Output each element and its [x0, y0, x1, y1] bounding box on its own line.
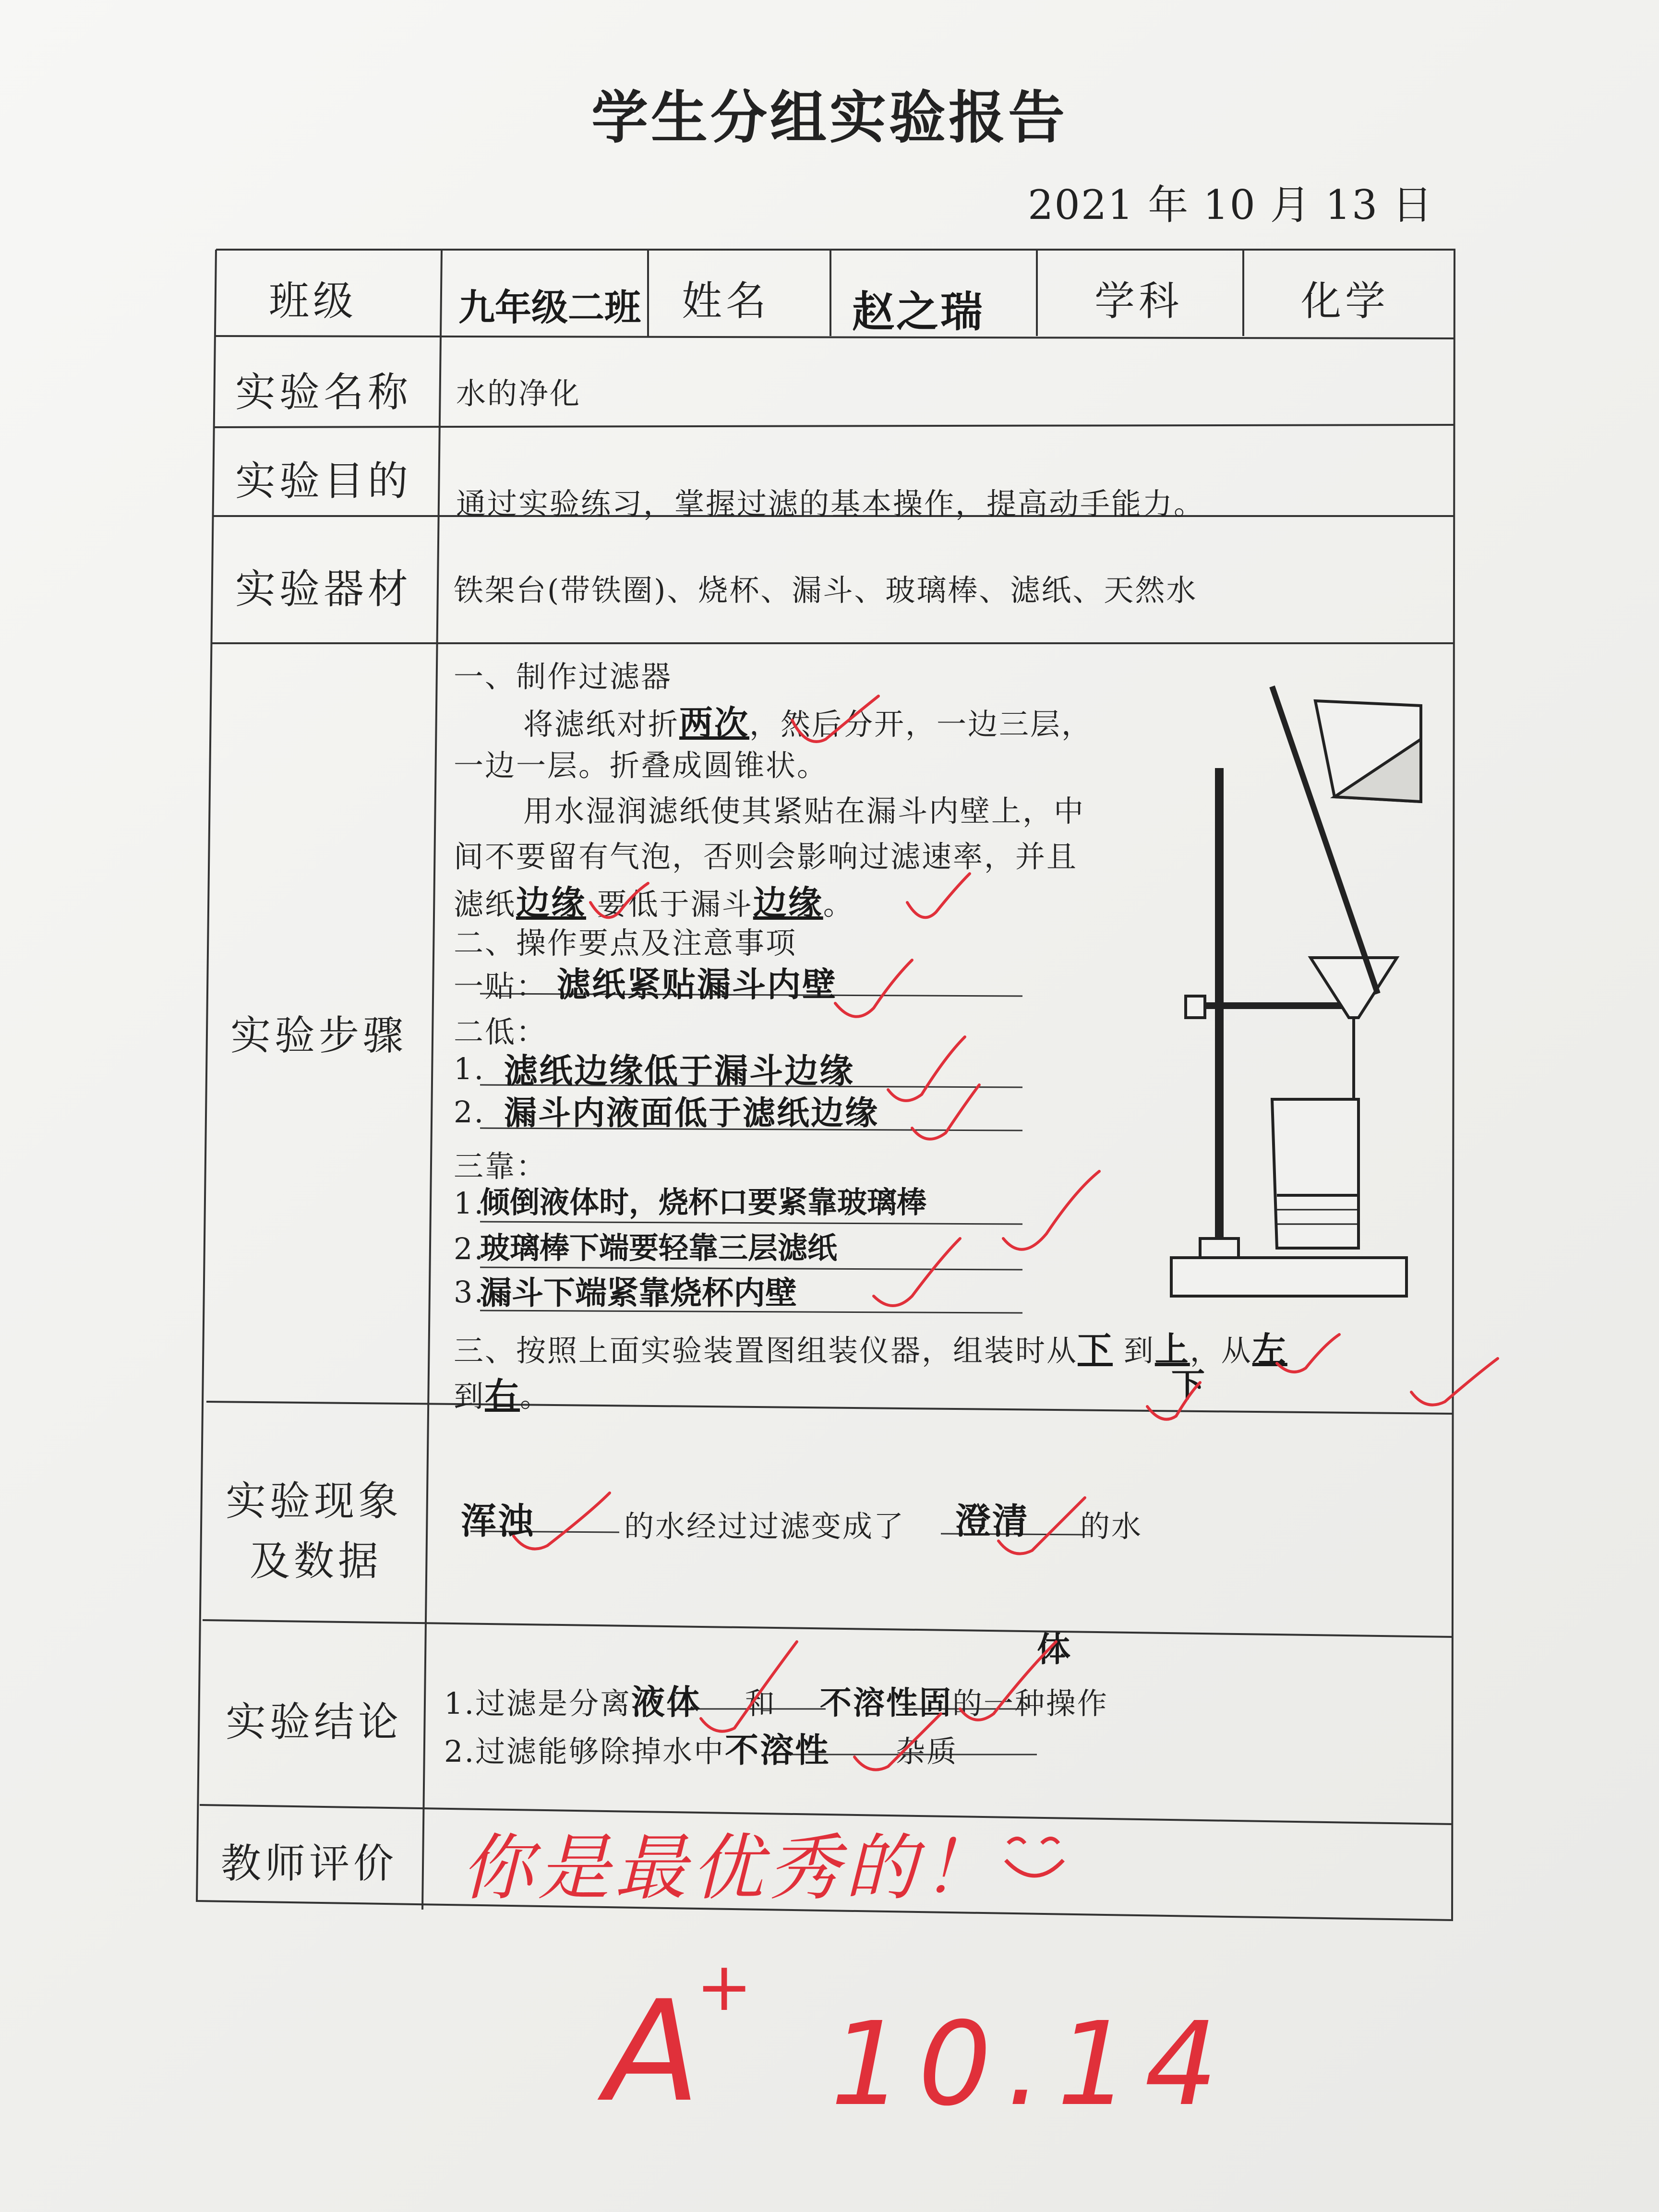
steps-s1-line1-a: 将滤纸对折: [523, 707, 680, 742]
teacher-evaluation-label: 教师评价: [221, 1840, 398, 1887]
conclusion-line1-c: 的一种操作: [952, 1686, 1108, 1721]
steps-s1-line1-b: ，然后分开，一边三层，: [749, 707, 1093, 742]
report-title: 学生分组实验报告: [591, 84, 1068, 151]
steps-sankao-2-num: 2.: [454, 1231, 485, 1266]
phenomenon-blank-clear: 澄清: [955, 1501, 1029, 1542]
phenomenon-text2: 的水: [1080, 1509, 1143, 1544]
steps-blank-fold-times: 两次: [679, 703, 750, 743]
steps-blank-paper-edge: 边缘: [516, 883, 587, 923]
steps-erdi-2-num: 2.: [454, 1094, 485, 1130]
conclusion-blank-insoluble-solid: 不溶性固: [819, 1684, 952, 1721]
steps-s1-line5-a: 滤纸: [454, 887, 517, 922]
steps-to-1: 到: [1123, 1333, 1155, 1368]
phenomenon-blank-turbid: 浑浊: [461, 1501, 535, 1542]
conclusion-correction: 体: [1037, 1630, 1072, 1669]
steps-s1-line4: 间不要留有气泡，否则会影响过滤速率，并且: [454, 839, 1078, 874]
steps-s1-line5-c: 。: [823, 887, 854, 922]
steps-section3-end: 。: [520, 1379, 552, 1414]
experiment-equipment-value: 铁架台(带铁圈)、烧杯、漏斗、玻璃棒、滤纸、天然水: [454, 573, 1198, 608]
steps-blank-funnel-edge: 边缘: [753, 883, 823, 923]
steps-blank-to-1: 上: [1154, 1330, 1190, 1369]
grade-letter: A: [605, 1971, 700, 2133]
steps-to-2: 到: [454, 1379, 485, 1414]
steps-s1-line3: 用水湿润滤纸使其紧贴在漏斗内壁上，中: [523, 793, 1085, 829]
experiment-steps-label: 实验步骤: [230, 1012, 408, 1059]
class-value: 九年级二班: [458, 286, 641, 329]
steps-sankao-label: 三靠：: [454, 1149, 548, 1184]
name-value: 赵之瑞: [852, 287, 985, 337]
conclusion-line1-a: 1.过滤是分离: [444, 1686, 632, 1721]
steps-sankao-1-num: 1.: [454, 1186, 485, 1221]
report-date: 2021 年 10 月 13 日: [1027, 181, 1433, 228]
name-label: 姓名: [682, 277, 770, 325]
steps-s1-line5-b: 要低于漏斗: [597, 887, 753, 922]
steps-sankao-1: 倾倒液体时，烧杯口要紧靠玻璃棒: [480, 1185, 927, 1220]
phenomenon-label-line2: 及数据: [250, 1538, 383, 1585]
grade-plus: +: [696, 1948, 753, 2026]
teacher-comment: 你是最优秀的！: [461, 1827, 999, 1910]
subject-value: 化学: [1301, 277, 1390, 325]
conclusion-blank-insoluble: 不溶性: [725, 1731, 830, 1770]
subject-label: 学科: [1094, 277, 1183, 325]
experiment-name-label: 实验名称: [235, 369, 412, 416]
phenomenon-text1: 的水经过过滤变成了: [624, 1509, 905, 1544]
steps-yitie-value: 滤纸紧贴漏斗内壁: [557, 965, 837, 1004]
conclusion-line2-b: 杂质: [895, 1734, 958, 1769]
conclusion-line2-a: 2.过滤能够除掉水中: [444, 1734, 725, 1769]
steps-s1-line2: 一边一层。折叠成圆锥状。: [454, 748, 829, 783]
conclusion-line1-b: 和: [745, 1686, 777, 1721]
steps-from-2: ，从: [1190, 1333, 1252, 1368]
steps-erdi-label: 二低：: [454, 1014, 548, 1049]
phenomenon-label-line1: 实验现象: [226, 1478, 403, 1525]
steps-yitie-label: 一贴：: [454, 969, 548, 1004]
experiment-purpose-value: 通过实验练习，掌握过滤的基本操作，提高动手能力。: [456, 486, 1205, 521]
steps-erdi-2: 漏斗内液面低于滤纸边缘: [504, 1094, 879, 1132]
experiment-name-value: 水的净化: [456, 376, 581, 411]
steps-blank-from-2: 左: [1252, 1330, 1287, 1369]
steps-sankao-3: 漏斗下端紧靠烧杯内壁: [480, 1274, 797, 1311]
experiment-purpose-label: 实验目的: [235, 457, 412, 505]
grading-date: 10.14: [830, 1997, 1233, 2131]
steps-sankao-3-num: 3.: [454, 1274, 485, 1310]
conclusion-label: 实验结论: [226, 1698, 403, 1745]
steps-sankao-2: 玻璃棒下端要轻靠三层滤纸: [480, 1230, 838, 1265]
experiment-equipment-label: 实验器材: [235, 565, 412, 613]
steps-erdi-1-num: 1.: [454, 1051, 485, 1086]
class-label: 班级: [269, 277, 358, 325]
steps-blank-to-2: 右: [485, 1375, 520, 1415]
steps-section3-a: 三、按照上面实验装置图组装仪器，组装时从: [454, 1333, 1078, 1368]
steps-section2-title: 二、操作要点及注意事项: [454, 926, 797, 961]
steps-section1-title: 一、制作过滤器: [454, 659, 673, 694]
conclusion-blank-liquid: 液体: [631, 1683, 702, 1722]
steps-blank-from-1-correction: 下: [1171, 1366, 1206, 1405]
steps-erdi-1: 滤纸边缘低于漏斗边缘: [504, 1051, 854, 1091]
steps-blank-from-1: 下: [1078, 1330, 1113, 1369]
